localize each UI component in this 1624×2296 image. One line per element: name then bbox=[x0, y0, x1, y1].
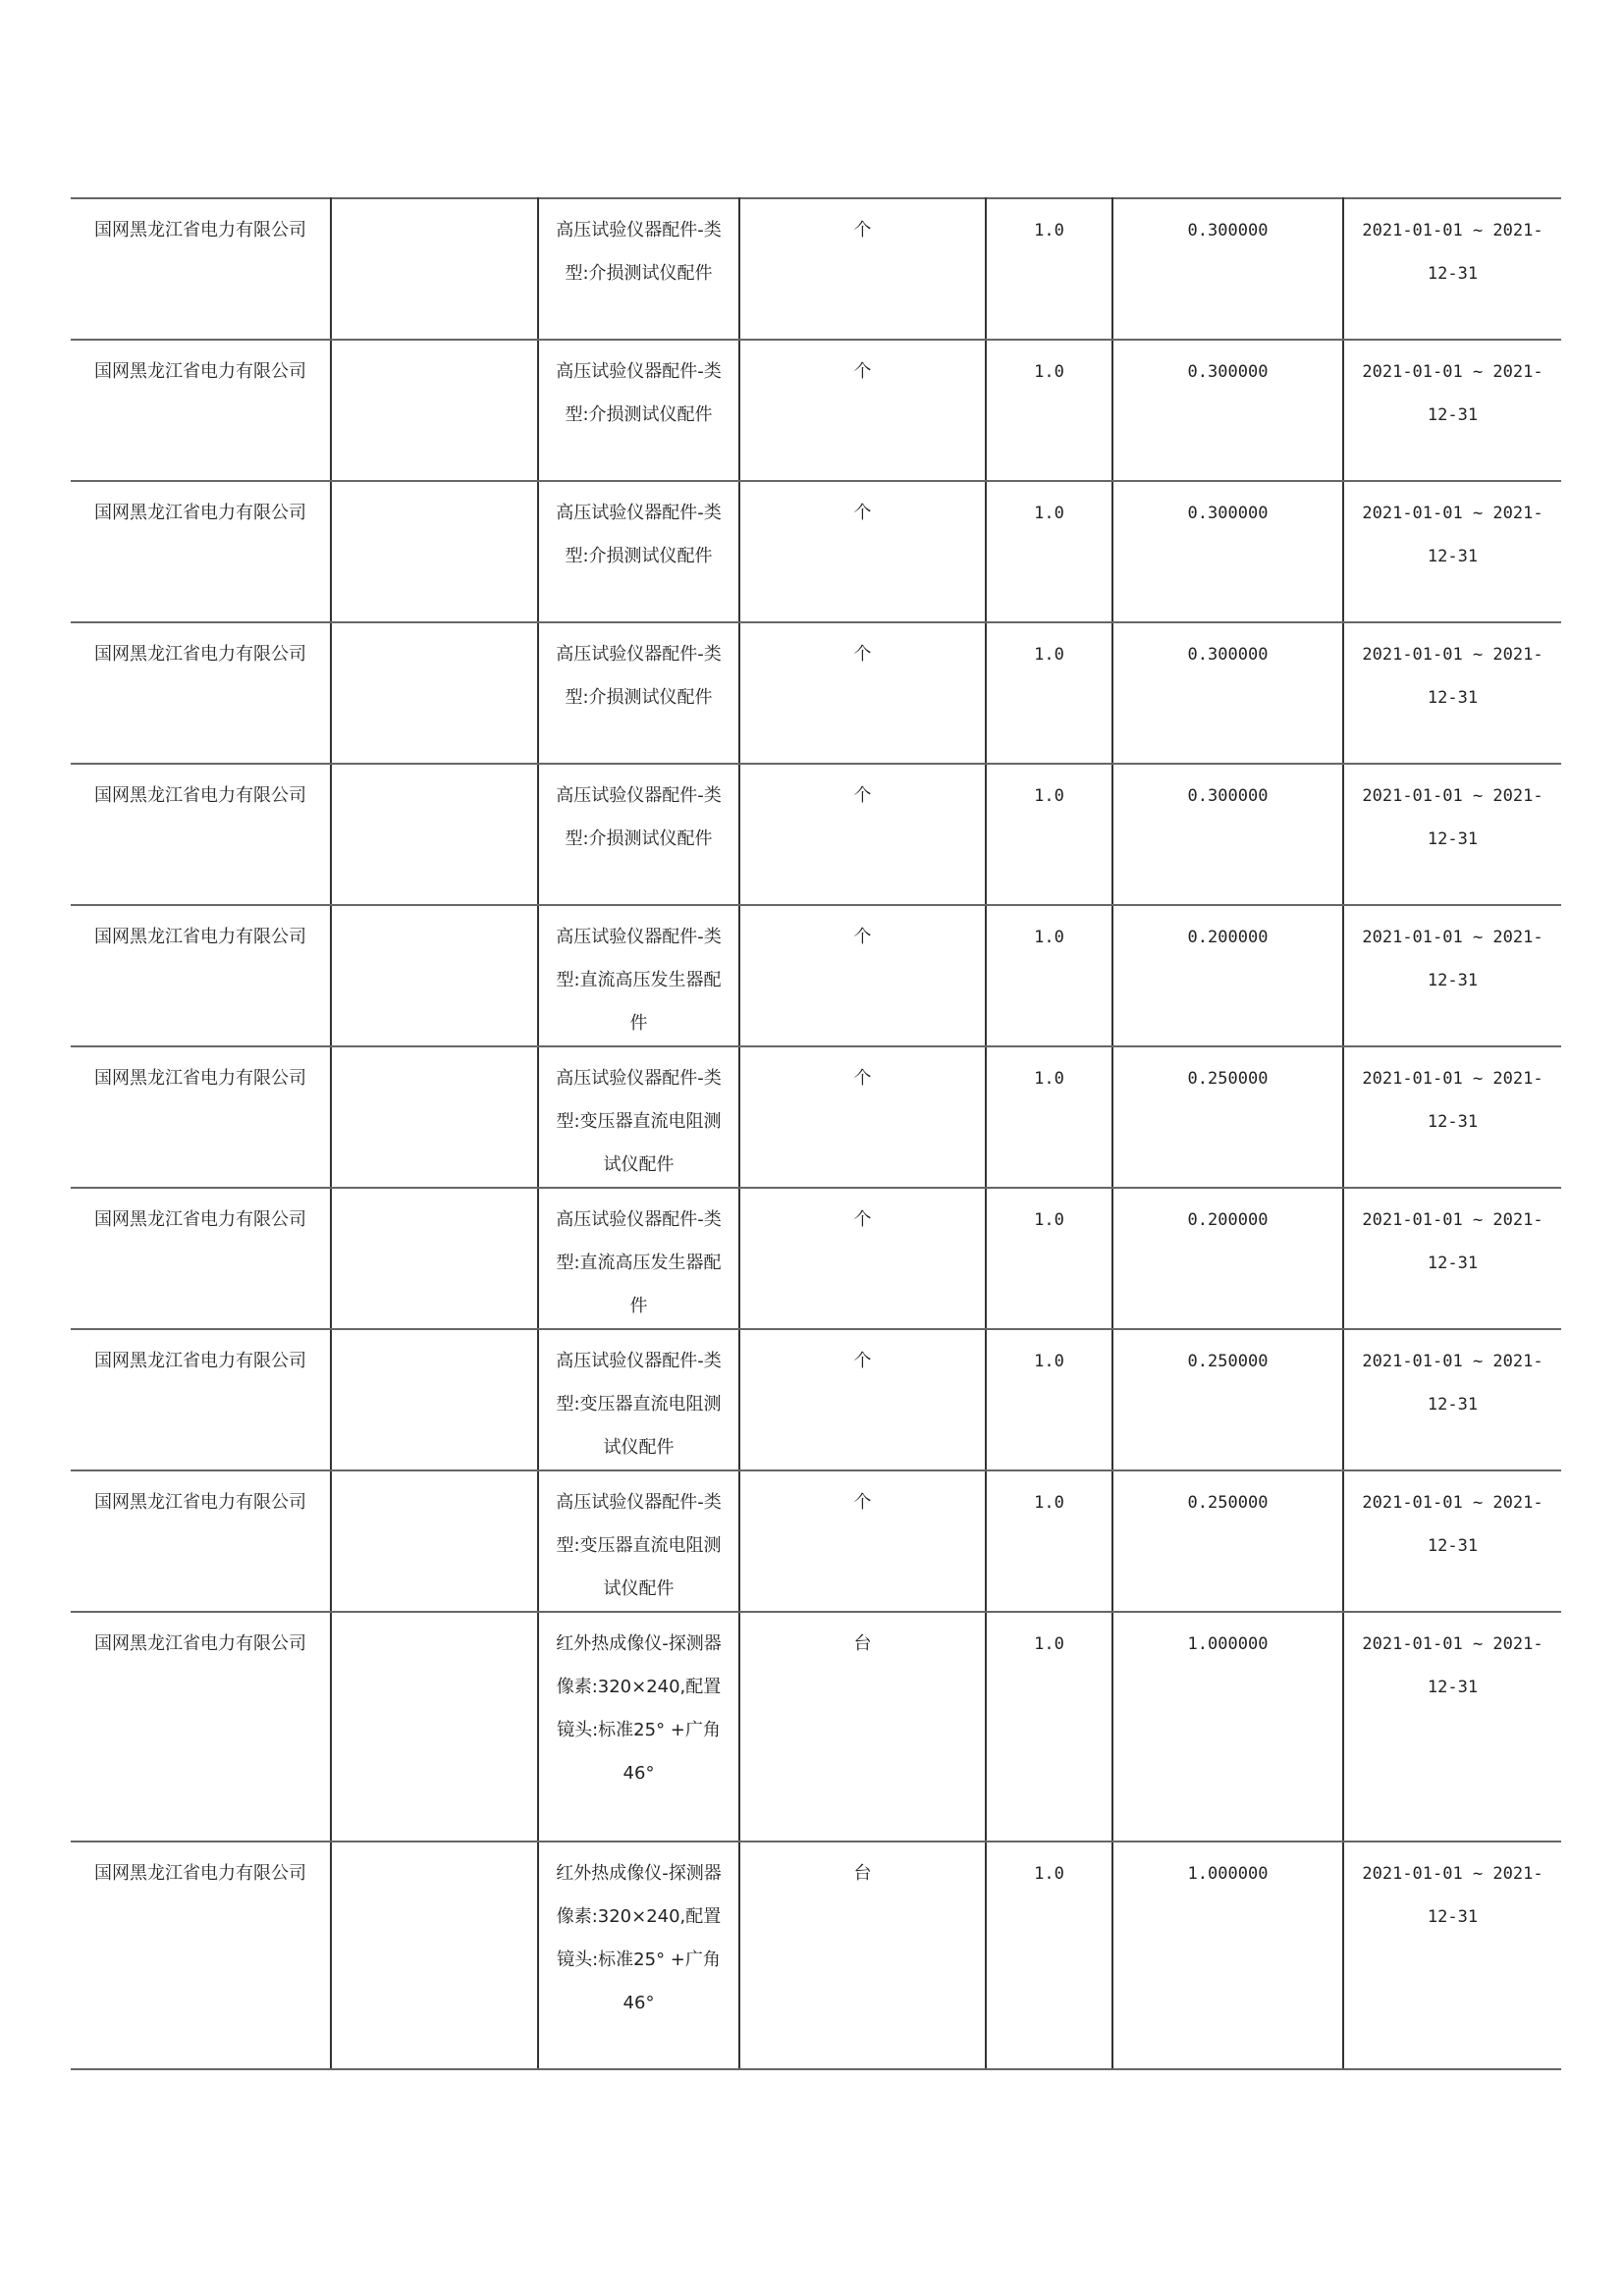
item-cell: 高压试验仪器配件-类型:直流高压发生器配件 bbox=[538, 905, 739, 1046]
unit-cell: 个 bbox=[739, 622, 986, 764]
blank-cell bbox=[331, 340, 538, 481]
item-cell: 高压试验仪器配件-类型:介损测试仪配件 bbox=[538, 340, 739, 481]
quantity-cell: 1.0 bbox=[986, 481, 1112, 622]
table-row bbox=[71, 622, 1561, 764]
unit-cell: 个 bbox=[739, 905, 986, 1046]
quantity-cell: 1.0 bbox=[986, 340, 1112, 481]
org-cell: 国网黑龙江省电力有限公司 bbox=[71, 198, 331, 340]
quantity-cell: 1.0 bbox=[986, 764, 1112, 905]
org-cell: 国网黑龙江省电力有限公司 bbox=[71, 1046, 331, 1188]
blank-cell bbox=[331, 622, 538, 764]
org-cell: 国网黑龙江省电力有限公司 bbox=[71, 1188, 331, 1329]
item-cell: 高压试验仪器配件-类型:直流高压发生器配件 bbox=[538, 1188, 739, 1329]
price-cell: 0.250000 bbox=[1112, 1470, 1343, 1612]
quantity-cell: 1.0 bbox=[986, 1842, 1112, 2069]
item-cell: 高压试验仪器配件-类型:变压器直流电阻测试仪配件 bbox=[538, 1046, 739, 1188]
blank-cell bbox=[331, 1329, 538, 1470]
blank-cell bbox=[331, 481, 538, 622]
procurement-table bbox=[71, 197, 1561, 2070]
price-cell: 0.300000 bbox=[1112, 481, 1343, 622]
org-cell: 国网黑龙江省电力有限公司 bbox=[71, 622, 331, 764]
item-cell: 高压试验仪器配件-类型:变压器直流电阻测试仪配件 bbox=[538, 1470, 739, 1612]
price-cell: 0.200000 bbox=[1112, 905, 1343, 1046]
price-cell: 0.300000 bbox=[1112, 622, 1343, 764]
blank-cell bbox=[331, 1470, 538, 1612]
org-cell: 国网黑龙江省电力有限公司 bbox=[71, 340, 331, 481]
period-cell: 2021-01-01 ~ 2021-12-31 bbox=[1343, 1329, 1561, 1470]
quantity-cell: 1.0 bbox=[986, 622, 1112, 764]
table-row bbox=[71, 1612, 1561, 1842]
table-row bbox=[71, 1470, 1561, 1612]
blank-cell bbox=[331, 1612, 538, 1842]
table-row bbox=[71, 340, 1561, 481]
unit-cell: 个 bbox=[739, 1188, 986, 1329]
unit-cell: 个 bbox=[739, 1329, 986, 1470]
unit-cell: 台 bbox=[739, 1612, 986, 1842]
blank-cell bbox=[331, 905, 538, 1046]
org-cell: 国网黑龙江省电力有限公司 bbox=[71, 905, 331, 1046]
item-cell: 高压试验仪器配件-类型:介损测试仪配件 bbox=[538, 481, 739, 622]
blank-cell bbox=[331, 764, 538, 905]
unit-cell: 个 bbox=[739, 198, 986, 340]
table-row bbox=[71, 1046, 1561, 1188]
table-row bbox=[71, 481, 1561, 622]
period-cell: 2021-01-01 ~ 2021-12-31 bbox=[1343, 340, 1561, 481]
period-cell: 2021-01-01 ~ 2021-12-31 bbox=[1343, 1046, 1561, 1188]
quantity-cell: 1.0 bbox=[986, 1329, 1112, 1470]
price-cell: 0.250000 bbox=[1112, 1329, 1343, 1470]
unit-cell: 个 bbox=[739, 481, 986, 622]
org-cell: 国网黑龙江省电力有限公司 bbox=[71, 1842, 331, 2069]
price-cell: 0.300000 bbox=[1112, 198, 1343, 340]
blank-cell bbox=[331, 1188, 538, 1329]
price-cell: 0.300000 bbox=[1112, 764, 1343, 905]
quantity-cell: 1.0 bbox=[986, 198, 1112, 340]
period-cell: 2021-01-01 ~ 2021-12-31 bbox=[1343, 1470, 1561, 1612]
quantity-cell: 1.0 bbox=[986, 1612, 1112, 1842]
item-cell: 红外热成像仪-探测器像素:320×240,配置镜头:标准25° +广角46° bbox=[538, 1612, 739, 1842]
org-cell: 国网黑龙江省电力有限公司 bbox=[71, 1470, 331, 1612]
unit-cell: 个 bbox=[739, 1046, 986, 1188]
period-cell: 2021-01-01 ~ 2021-12-31 bbox=[1343, 1842, 1561, 2069]
period-cell: 2021-01-01 ~ 2021-12-31 bbox=[1343, 622, 1561, 764]
item-cell: 红外热成像仪-探测器像素:320×240,配置镜头:标准25° +广角46° bbox=[538, 1842, 739, 2069]
unit-cell: 个 bbox=[739, 1470, 986, 1612]
period-cell: 2021-01-01 ~ 2021-12-31 bbox=[1343, 481, 1561, 622]
org-cell: 国网黑龙江省电力有限公司 bbox=[71, 764, 331, 905]
price-cell: 0.300000 bbox=[1112, 340, 1343, 481]
org-cell: 国网黑龙江省电力有限公司 bbox=[71, 1329, 331, 1470]
item-cell: 高压试验仪器配件-类型:介损测试仪配件 bbox=[538, 622, 739, 764]
org-cell: 国网黑龙江省电力有限公司 bbox=[71, 1612, 331, 1842]
quantity-cell: 1.0 bbox=[986, 1470, 1112, 1612]
period-cell: 2021-01-01 ~ 2021-12-31 bbox=[1343, 764, 1561, 905]
period-cell: 2021-01-01 ~ 2021-12-31 bbox=[1343, 198, 1561, 340]
period-cell: 2021-01-01 ~ 2021-12-31 bbox=[1343, 905, 1561, 1046]
item-cell: 高压试验仪器配件-类型:介损测试仪配件 bbox=[538, 198, 739, 340]
blank-cell bbox=[331, 198, 538, 340]
price-cell: 0.250000 bbox=[1112, 1046, 1343, 1188]
org-cell: 国网黑龙江省电力有限公司 bbox=[71, 481, 331, 622]
quantity-cell: 1.0 bbox=[986, 1188, 1112, 1329]
unit-cell: 个 bbox=[739, 764, 986, 905]
price-cell: 0.200000 bbox=[1112, 1188, 1343, 1329]
period-cell: 2021-01-01 ~ 2021-12-31 bbox=[1343, 1188, 1561, 1329]
unit-cell: 台 bbox=[739, 1842, 986, 2069]
table-row bbox=[71, 764, 1561, 905]
quantity-cell: 1.0 bbox=[986, 905, 1112, 1046]
table-row bbox=[71, 905, 1561, 1046]
item-cell: 高压试验仪器配件-类型:变压器直流电阻测试仪配件 bbox=[538, 1329, 739, 1470]
blank-cell bbox=[331, 1046, 538, 1188]
table-row bbox=[71, 198, 1561, 340]
price-cell: 1.000000 bbox=[1112, 1842, 1343, 2069]
table-row bbox=[71, 1188, 1561, 1329]
period-cell: 2021-01-01 ~ 2021-12-31 bbox=[1343, 1612, 1561, 1842]
quantity-cell: 1.0 bbox=[986, 1046, 1112, 1188]
item-cell: 高压试验仪器配件-类型:介损测试仪配件 bbox=[538, 764, 739, 905]
price-cell: 1.000000 bbox=[1112, 1612, 1343, 1842]
table-row bbox=[71, 1842, 1561, 2069]
blank-cell bbox=[331, 1842, 538, 2069]
table-row bbox=[71, 1329, 1561, 1470]
unit-cell: 个 bbox=[739, 340, 986, 481]
